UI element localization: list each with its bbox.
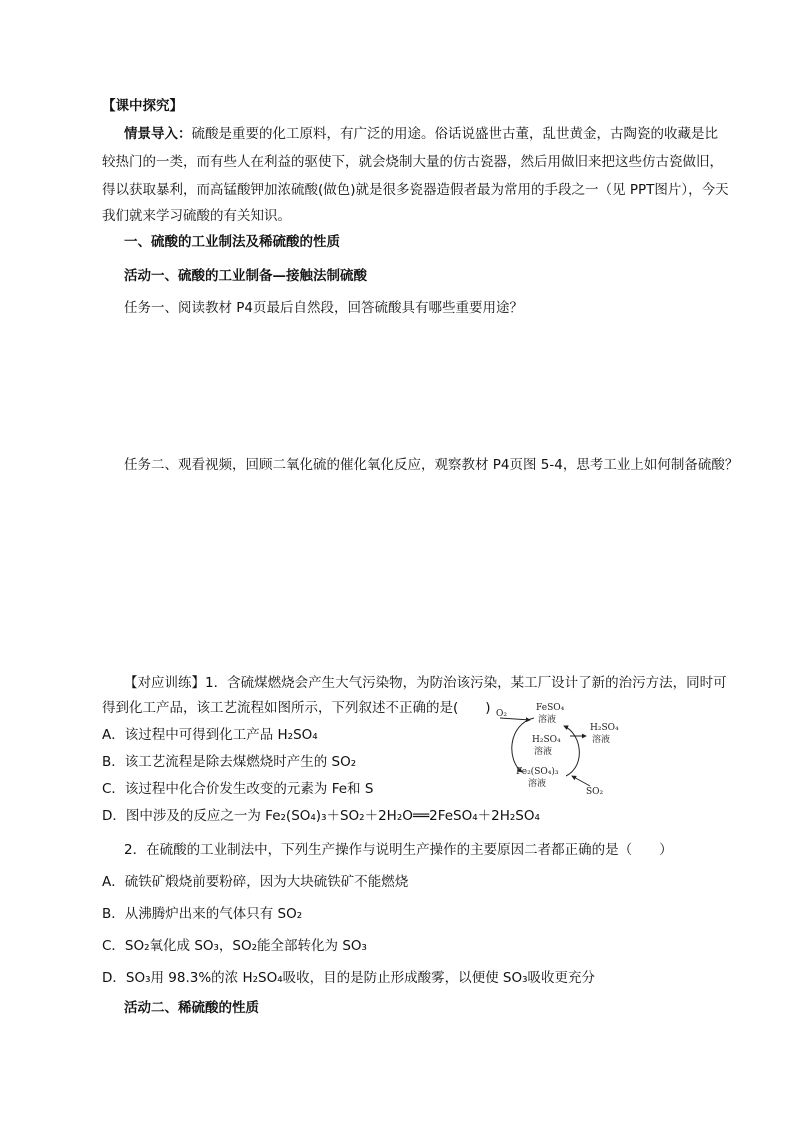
q1-option-d: D．图中涉及的反应之一为 Fe₂(SO₄)₃＋SO₂＋2H₂O══2FeSO₄＋2H₂SO₄ [102,808,540,824]
cycle-arc-right [564,726,579,776]
h2so4-right-label: H₂SO₄ [590,723,619,733]
intro-line-2: 较热门的一类，而有些人在利益的驱使下，就会烧制大量的仿古瓷器，然后用做旧来把这些仿古瓷做旧， [102,154,723,170]
h2so4-center-solution-label: 溶液 [534,747,553,757]
intro-line-1: 硫酸是重要的化工原料，有广泛的用途。俗话说盛世古董，乱世黄金，古陶瓷的收藏是比 [191,126,718,142]
feso4-label: FeSO₄ [536,703,565,713]
intro-line-3: 得以获取暴利，而高锰酸钾加浓硫酸(做色)就是很多瓷器造假者最为常用的手段之一（见 PPT图片），今天 [102,182,729,198]
q1-stem-b: 得到化工产品，该工艺流程如图所示，下列叙述不正确的是( ) [102,700,491,716]
section-title: 【课中探究】 [102,98,183,114]
intro-label: 情景导入： [124,126,192,142]
q1-option-c: C．该过程中化合价发生改变的元素为 Fe和 S [102,781,374,797]
task-1 [124,298,523,318]
task-1-text: 任务一、阅读教材 P4页最后自然段，回答硫酸具有哪些重要用途？ [124,300,524,316]
task-2-text: 任务二、观看视频，回顾二氧化硫的催化氧化反应，观察教材 P4页图 5-4，思考工业上如何制备硫酸？ [124,457,739,473]
fe2so43-label: Fe₂(SO₄)₃ [516,767,559,777]
task-2 [124,455,738,475]
so2-arrow [572,776,590,786]
q1-option-b: B．该工艺流程是除去煤燃烧时产生的 SO₂ [102,754,357,770]
fe2so43-solution-label: 溶液 [528,779,547,789]
o2-label: O₂ [496,709,507,719]
activity-2-heading: 活动二、稀硫酸的性质 [124,1000,259,1016]
heading-1: 一、硫酸的工业制法及稀硫酸的性质 [124,234,340,250]
feso4-solution-label: 溶液 [538,715,557,725]
q1-stem-a: 1．含硫煤燃烧会产生大气污染物，为防治该污染，某工厂设计了新的治污方法，同时可 [205,675,727,691]
process-cycle-diagram [486,700,646,796]
q1-option-a: A．该过程中可得到化工产品 H₂SO₄ [102,727,318,743]
so2-label: SO₂ [586,787,604,796]
q2-stem: 2．在硫酸的工业制法中，下列生产操作与说明生产操作的主要原因二者都正确的是（ ） [124,842,673,858]
h2so4-center-label: H₂SO₄ [532,735,561,745]
training-label: 【对应训练】 [124,675,205,691]
intro-line-4: 我们就来学习硫酸的有关知识。 [102,208,291,224]
q2-option-a: A．硫铁矿煅烧前要粉碎，因为大块硫铁矿不能燃烧 [102,874,409,890]
activity-1-heading: 活动一、硫酸的工业制备—接触法制硫酸 [124,268,367,284]
q2-option-b: B．从沸腾炉出来的气体只有 SO₂ [102,906,303,922]
q2-option-d: D．SO₃用 98.3%的浓 H₂SO₄吸收，目的是防止形成酸雾，以便使 SO₃吸收更充分 [102,970,596,986]
cycle-arc-left [512,718,534,772]
q2-option-c: C．SO₂氧化成 SO₃，SO₂能全部转化为 SO₃ [102,938,367,954]
h2so4-right-solution-label: 溶液 [592,735,611,745]
